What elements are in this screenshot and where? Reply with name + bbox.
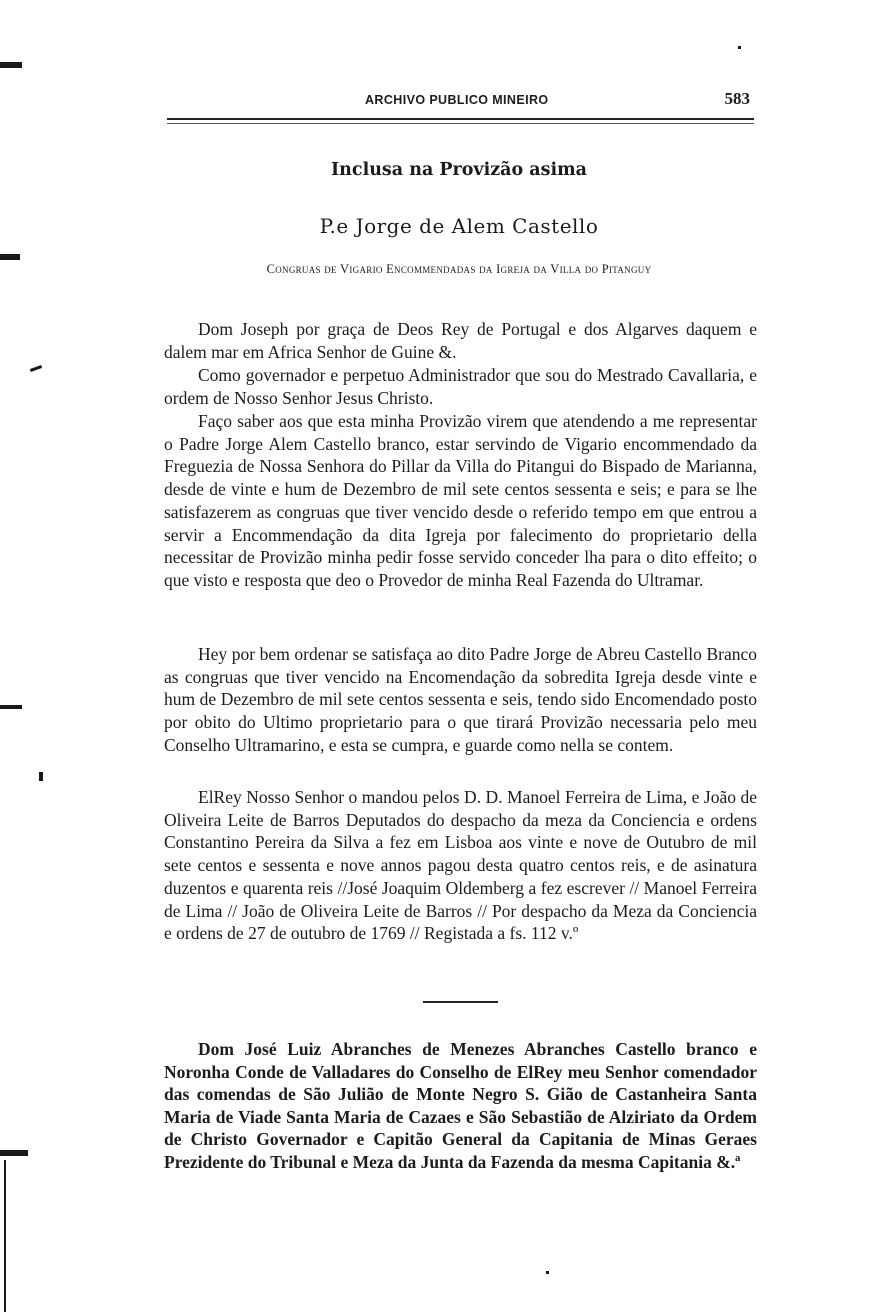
scan-mark: [738, 46, 741, 49]
paragraph: Dom Joseph por graça de Deos Rey de Portugal e dos Algarves daquem e dalem mar em Africa Senhor de Guine &.: [164, 319, 757, 362]
paragraph: Hey por bem ordenar se satisfaça ao dito Padre Jorge de Abreu Castello Branco as congruas que tiver vencido na Encomendação da sobredita Igreja desde vinte e hum de Dezembro de mil sete centos sessenta e seis, tendo sido Encomendado posto por obito do Ultimo proprietario para o que tirará Provizão necessaria pelo meu Conselho Ultramarino, e esta se cumpra, e guarde como nella se contem.: [164, 644, 757, 755]
scan-mark: [4, 1160, 6, 1312]
paragraph: Faço saber aos que esta minha Provizão virem que atendendo a me representar o Padre Jorge Alem Castello branco, estar servindo de Vigario encommendado da Freguezia de Nossa Senhora do Pillar da Villa do Pitangui do Bispado de Marianna, desde de vinte e hum de Dezembro de mil sete centos sessenta e seis; e para se lhe satisfazerem as congruas que tiver vencido desde o referido tempo em que entrou a servir a Encommendação da dita Igreja por falecimento do proprietario della necessitar de Provizão minha pedir fosse servido conceder lha para o dito effeito; o que visto e resposta que deo o Provedor de minha Real Fazenda do Ultramar.: [164, 411, 757, 590]
document-name: P.e Jorge de Alem Castello: [319, 214, 599, 238]
header-rule-thin: [167, 123, 754, 124]
scan-mark: [546, 1271, 549, 1274]
header-rule: [167, 118, 754, 120]
second-document-paragraph: Dom José Luiz Abranches de Menezes Abranches Castello branco e Noronha Conde de Valladares do Conselho de ElRey meu Senhor comendador das comendas de São Julião de Monte Negro S. Gião de Castanheira Santa Maria de Viade Santa Maria de Cazaes e São Sebastião de Alziriato da Ordem de Christo Governador e Capitão General da Capitania de Minas Geraes Prezidente do Tribunal e Meza da Junta da Fazenda da mesma Capitania &.ª: [164, 1039, 757, 1172]
journal-title: ARCHIVO PUBLICO MINEIRO: [365, 93, 549, 107]
paragraph: Como governador e perpetuo Administrador que sou do Mestrado Cavallaria, e ordem de Nosso Senhor Jesus Christo.: [164, 365, 757, 408]
scan-mark: [0, 62, 22, 68]
scan-mark: [30, 365, 42, 372]
page-number: 583: [724, 89, 750, 108]
scan-mark: [0, 705, 22, 709]
running-header: [167, 88, 753, 112]
section-divider: [423, 1001, 498, 1003]
document-heading: Inclusa na Provizão asima: [331, 160, 587, 180]
document-subheading: Congruas de Vigario Encommendadas da Igreja da Villa do Pitanguy: [266, 262, 652, 276]
scan-mark: [39, 772, 43, 781]
scan-mark: [0, 1150, 28, 1156]
scan-mark: [0, 254, 20, 260]
paragraph: ElRey Nosso Senhor o mandou pelos D. D. Manoel Ferreira de Lima, e João de Oliveira Leite de Barros Deputados do despacho da meza da Conciencia e ordens Constantino Pereira da Silva a fez em Lisboa aos vinte e nove de Outubro de mil sete centos e sessenta e nove annos pagou desta quatro centos reis, e de asinatura duzentos e quarenta reis //José Joaquim Oldemberg a fez escrever // Manoel Ferreira de Lima // João de Oliveira Leite de Barros // Por despacho da Meza da Conciencia e ordens de 27 de outubro de 1769 // Registada a fs. 112 v.º: [164, 787, 757, 944]
